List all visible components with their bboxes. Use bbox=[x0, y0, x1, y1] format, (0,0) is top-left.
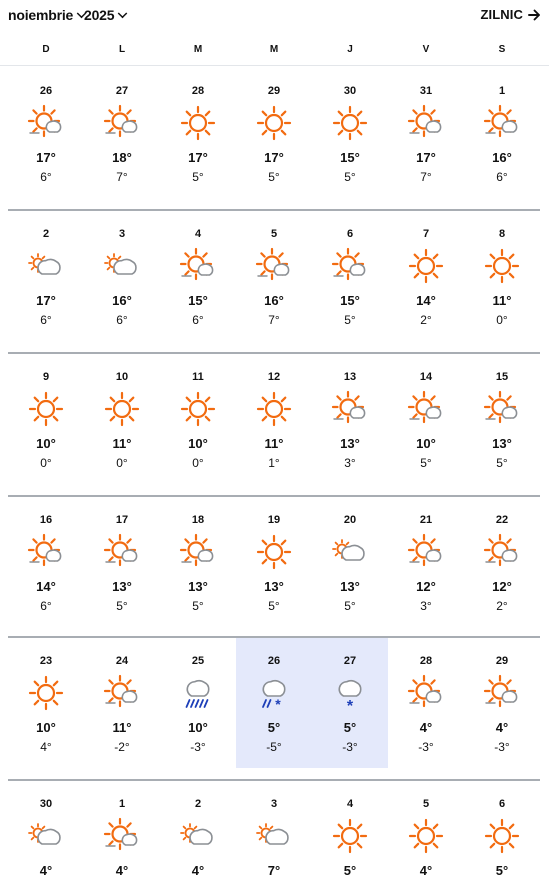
day-cell[interactable] bbox=[312, 68, 388, 198]
sun-cloud-icon bbox=[105, 676, 139, 710]
day-number: 3 bbox=[270, 798, 278, 810]
month-label: noiembrie bbox=[8, 7, 74, 23]
max-temperature: 5° bbox=[343, 720, 357, 735]
weekday-header-row bbox=[8, 38, 540, 64]
weekday-label: M bbox=[193, 44, 203, 55]
max-temperature: 4° bbox=[495, 720, 509, 735]
max-temperature: 13° bbox=[340, 579, 360, 594]
min-temperature: -3° bbox=[494, 740, 510, 754]
cloud-sun-icon bbox=[105, 249, 139, 283]
day-number: 31 bbox=[419, 85, 433, 97]
max-temperature: 15° bbox=[188, 293, 208, 308]
day-number: 8 bbox=[498, 228, 506, 240]
svg-text:*: * bbox=[275, 696, 281, 712]
max-temperature: 15° bbox=[340, 293, 360, 308]
sun-cloud-icon bbox=[105, 819, 139, 853]
day-cell[interactable] bbox=[84, 68, 160, 198]
min-temperature: 7° bbox=[420, 170, 432, 184]
max-temperature: 13° bbox=[188, 579, 208, 594]
min-temperature: 0° bbox=[496, 313, 508, 327]
max-temperature: 4° bbox=[419, 720, 433, 735]
day-number: 14 bbox=[419, 371, 433, 383]
day-cell[interactable] bbox=[84, 497, 160, 627]
sun-cloud-icon bbox=[181, 535, 215, 569]
sun-cloud-icon bbox=[485, 392, 519, 426]
max-temperature: 4° bbox=[39, 863, 53, 878]
day-cell[interactable] bbox=[84, 638, 160, 768]
day-number: 29 bbox=[267, 85, 281, 97]
day-cell[interactable] bbox=[160, 781, 236, 881]
min-temperature: 2° bbox=[420, 313, 432, 327]
year-selector[interactable] bbox=[84, 7, 127, 23]
max-temperature: 10° bbox=[188, 720, 208, 735]
week-row bbox=[8, 211, 540, 341]
weekday-label: D bbox=[42, 44, 50, 55]
max-temperature: 7° bbox=[267, 863, 281, 878]
max-temperature: 4° bbox=[191, 863, 205, 878]
day-number: 6 bbox=[498, 798, 506, 810]
sun-cloud-icon bbox=[409, 535, 443, 569]
day-number: 2 bbox=[42, 228, 50, 240]
min-temperature: 6° bbox=[40, 313, 52, 327]
sun-cloud-icon bbox=[333, 249, 367, 283]
day-number: 20 bbox=[343, 514, 357, 526]
day-number: 13 bbox=[343, 371, 357, 383]
month-selector[interactable] bbox=[8, 7, 86, 23]
cloud-sun-icon bbox=[333, 535, 367, 569]
week-divider bbox=[8, 209, 540, 211]
calendar-toolbar bbox=[0, 0, 549, 34]
sun-cloud-icon bbox=[333, 392, 367, 426]
max-temperature: 12° bbox=[492, 579, 512, 594]
day-cell[interactable] bbox=[312, 497, 388, 627]
sleet-cloud-icon bbox=[257, 676, 291, 710]
day-number: 25 bbox=[191, 655, 205, 667]
day-cell[interactable] bbox=[8, 354, 84, 484]
week-row bbox=[8, 497, 540, 627]
day-cell[interactable] bbox=[388, 781, 464, 881]
chevron-down-icon bbox=[118, 9, 128, 19]
day-number: 16 bbox=[39, 514, 53, 526]
max-temperature: 11° bbox=[112, 720, 132, 735]
day-cell[interactable] bbox=[464, 68, 540, 198]
day-number: 12 bbox=[267, 371, 281, 383]
day-number: 29 bbox=[495, 655, 509, 667]
max-temperature: 10° bbox=[36, 720, 56, 735]
day-cell[interactable] bbox=[160, 638, 236, 768]
max-temperature: 16° bbox=[112, 293, 132, 308]
day-number: 7 bbox=[422, 228, 430, 240]
sun-icon bbox=[29, 392, 63, 426]
header-divider bbox=[0, 65, 549, 66]
day-number: 23 bbox=[39, 655, 53, 667]
day-cell[interactable] bbox=[464, 354, 540, 484]
max-temperature: 13° bbox=[492, 436, 512, 451]
sun-cloud-icon bbox=[485, 535, 519, 569]
min-temperature: -3° bbox=[342, 740, 358, 754]
max-temperature: 17° bbox=[36, 293, 56, 308]
max-temperature: 13° bbox=[112, 579, 132, 594]
day-cell[interactable] bbox=[84, 211, 160, 341]
sun-icon bbox=[485, 819, 519, 853]
min-temperature: 2° bbox=[496, 599, 508, 613]
min-temperature: 3° bbox=[344, 456, 356, 470]
day-cell[interactable] bbox=[388, 638, 464, 768]
max-temperature: 18° bbox=[112, 150, 132, 165]
max-temperature: 14° bbox=[36, 579, 56, 594]
day-number: 10 bbox=[115, 371, 129, 383]
min-temperature: 0° bbox=[116, 456, 128, 470]
week-divider bbox=[8, 352, 540, 354]
max-temperature: 11° bbox=[112, 436, 132, 451]
day-cell[interactable] bbox=[8, 638, 84, 768]
sun-icon bbox=[333, 819, 367, 853]
day-number: 26 bbox=[39, 85, 53, 97]
day-cell[interactable] bbox=[312, 354, 388, 484]
min-temperature: 5° bbox=[344, 170, 356, 184]
sun-cloud-icon bbox=[409, 676, 443, 710]
min-temperature: 5° bbox=[496, 456, 508, 470]
day-number: 17 bbox=[115, 514, 129, 526]
sun-icon bbox=[485, 249, 519, 283]
day-cell[interactable] bbox=[464, 497, 540, 627]
min-temperature: 5° bbox=[116, 599, 128, 613]
max-temperature: 14° bbox=[416, 293, 436, 308]
max-temperature: 12° bbox=[416, 579, 436, 594]
day-cell[interactable] bbox=[236, 211, 312, 341]
min-temperature: 3° bbox=[420, 599, 432, 613]
day-cell[interactable] bbox=[84, 354, 160, 484]
min-temperature: 5° bbox=[420, 456, 432, 470]
max-temperature: 5° bbox=[267, 720, 281, 735]
max-temperature: 13° bbox=[340, 436, 360, 451]
day-number: 1 bbox=[118, 798, 126, 810]
min-temperature: 5° bbox=[344, 599, 356, 613]
day-cell[interactable] bbox=[236, 638, 312, 768]
max-temperature: 10° bbox=[416, 436, 436, 451]
day-cell[interactable] bbox=[236, 781, 312, 881]
sun-icon bbox=[257, 106, 291, 140]
day-number: 4 bbox=[194, 228, 202, 240]
max-temperature: 10° bbox=[188, 436, 208, 451]
min-temperature: -3° bbox=[418, 740, 434, 754]
day-number: 2 bbox=[194, 798, 202, 810]
max-temperature: 17° bbox=[416, 150, 436, 165]
day-cell[interactable] bbox=[8, 68, 84, 198]
day-cell[interactable] bbox=[8, 781, 84, 881]
day-number: 19 bbox=[267, 514, 281, 526]
sun-cloud-icon bbox=[105, 535, 139, 569]
sun-cloud-icon bbox=[485, 106, 519, 140]
max-temperature: 16° bbox=[492, 150, 512, 165]
day-number: 22 bbox=[495, 514, 509, 526]
day-cell[interactable] bbox=[160, 354, 236, 484]
rain-cloud-icon bbox=[181, 676, 215, 710]
day-number: 11 bbox=[192, 371, 204, 383]
weekday-label: M bbox=[269, 44, 279, 55]
day-cell[interactable] bbox=[388, 354, 464, 484]
min-temperature: 6° bbox=[40, 170, 52, 184]
min-temperature: 6° bbox=[496, 170, 508, 184]
day-number: 28 bbox=[191, 85, 205, 97]
min-temperature: 5° bbox=[268, 170, 280, 184]
day-cell[interactable] bbox=[236, 354, 312, 484]
max-temperature: 17° bbox=[264, 150, 284, 165]
day-cell[interactable] bbox=[464, 638, 540, 768]
sun-cloud-icon bbox=[29, 106, 63, 140]
sun-icon bbox=[181, 392, 215, 426]
week-row bbox=[8, 68, 540, 198]
day-number: 27 bbox=[343, 655, 357, 667]
max-temperature: 15° bbox=[340, 150, 360, 165]
week-row bbox=[8, 354, 540, 484]
min-temperature: 7° bbox=[116, 170, 128, 184]
year-label: 2025 bbox=[84, 7, 115, 23]
sun-cloud-icon bbox=[181, 249, 215, 283]
sun-icon bbox=[181, 106, 215, 140]
day-number: 30 bbox=[39, 798, 53, 810]
sun-icon bbox=[257, 535, 291, 569]
day-cell[interactable] bbox=[388, 211, 464, 341]
max-temperature: 10° bbox=[36, 436, 56, 451]
max-temperature: 11° bbox=[492, 293, 512, 308]
max-temperature: 16° bbox=[264, 293, 284, 308]
day-cell[interactable] bbox=[388, 497, 464, 627]
max-temperature: 5° bbox=[343, 863, 357, 878]
day-number: 4 bbox=[346, 798, 354, 810]
svg-text:*: * bbox=[346, 698, 354, 715]
sun-cloud-icon bbox=[409, 392, 443, 426]
day-number: 21 bbox=[419, 514, 433, 526]
day-number: 18 bbox=[191, 514, 205, 526]
day-cell[interactable] bbox=[160, 68, 236, 198]
weekday-label: J bbox=[347, 44, 353, 55]
min-temperature: 0° bbox=[192, 456, 204, 470]
max-temperature: 11° bbox=[264, 436, 284, 451]
week-divider bbox=[8, 636, 540, 638]
day-cell[interactable] bbox=[8, 497, 84, 627]
sun-icon bbox=[333, 106, 367, 140]
min-temperature: 6° bbox=[192, 313, 204, 327]
week-divider bbox=[8, 779, 540, 781]
day-number: 27 bbox=[115, 85, 129, 97]
min-temperature: 5° bbox=[268, 599, 280, 613]
max-temperature: 17° bbox=[36, 150, 56, 165]
day-number: 15 bbox=[495, 371, 509, 383]
day-number: 9 bbox=[42, 371, 50, 383]
min-temperature: 4° bbox=[40, 740, 52, 754]
day-number: 1 bbox=[498, 85, 506, 97]
sun-icon bbox=[29, 676, 63, 710]
day-number: 30 bbox=[343, 85, 357, 97]
day-number: 5 bbox=[422, 798, 430, 810]
weekday-label: V bbox=[422, 44, 430, 55]
sun-icon bbox=[409, 819, 443, 853]
day-number: 24 bbox=[115, 655, 129, 667]
min-temperature: -5° bbox=[266, 740, 282, 754]
min-temperature: 5° bbox=[192, 599, 204, 613]
max-temperature: 4° bbox=[419, 863, 433, 878]
sun-icon bbox=[257, 392, 291, 426]
sun-cloud-icon bbox=[485, 676, 519, 710]
min-temperature: 7° bbox=[268, 313, 280, 327]
day-cell[interactable] bbox=[8, 211, 84, 341]
min-temperature: -3° bbox=[190, 740, 206, 754]
day-number: 28 bbox=[419, 655, 433, 667]
cloud-sun-icon bbox=[181, 819, 215, 853]
min-temperature: 5° bbox=[344, 313, 356, 327]
max-temperature: 13° bbox=[264, 579, 284, 594]
cloud-sun-icon bbox=[29, 249, 63, 283]
min-temperature: 0° bbox=[40, 456, 52, 470]
snow-cloud-icon bbox=[333, 676, 367, 715]
day-cell[interactable] bbox=[236, 497, 312, 627]
min-temperature: 1° bbox=[268, 456, 280, 470]
day-cell[interactable] bbox=[84, 781, 160, 881]
daily-view-link[interactable] bbox=[481, 7, 541, 22]
max-temperature: 17° bbox=[188, 150, 208, 165]
day-cell[interactable] bbox=[160, 497, 236, 627]
weekday-label: L bbox=[118, 44, 126, 55]
week-divider bbox=[8, 495, 540, 497]
week-row bbox=[8, 781, 540, 881]
sun-icon bbox=[105, 392, 139, 426]
day-cell[interactable] bbox=[236, 68, 312, 198]
day-cell[interactable] bbox=[464, 781, 540, 881]
sun-cloud-icon bbox=[105, 106, 139, 140]
sun-cloud-icon bbox=[257, 249, 291, 283]
day-number: 26 bbox=[267, 655, 281, 667]
arrow-right-icon bbox=[528, 9, 541, 21]
day-cell[interactable] bbox=[464, 211, 540, 341]
day-cell[interactable] bbox=[312, 638, 388, 768]
min-temperature: 6° bbox=[40, 599, 52, 613]
min-temperature: -2° bbox=[114, 740, 130, 754]
day-cell[interactable] bbox=[312, 781, 388, 881]
sun-cloud-icon bbox=[409, 106, 443, 140]
day-number: 6 bbox=[346, 228, 354, 240]
cloud-sun-icon bbox=[257, 819, 291, 853]
min-temperature: 5° bbox=[192, 170, 204, 184]
day-cell[interactable] bbox=[388, 68, 464, 198]
weekday-label: S bbox=[498, 44, 506, 55]
day-cell[interactable] bbox=[312, 211, 388, 341]
day-number: 3 bbox=[118, 228, 126, 240]
cloud-sun-icon bbox=[29, 819, 63, 853]
max-temperature: 5° bbox=[495, 863, 509, 878]
min-temperature: 6° bbox=[116, 313, 128, 327]
sun-cloud-icon bbox=[29, 535, 63, 569]
daily-view-label: ZILNIC bbox=[480, 7, 523, 22]
week-row bbox=[8, 638, 540, 768]
day-cell[interactable] bbox=[160, 211, 236, 341]
max-temperature: 4° bbox=[115, 863, 129, 878]
day-number: 5 bbox=[270, 228, 278, 240]
sun-icon bbox=[409, 249, 443, 283]
